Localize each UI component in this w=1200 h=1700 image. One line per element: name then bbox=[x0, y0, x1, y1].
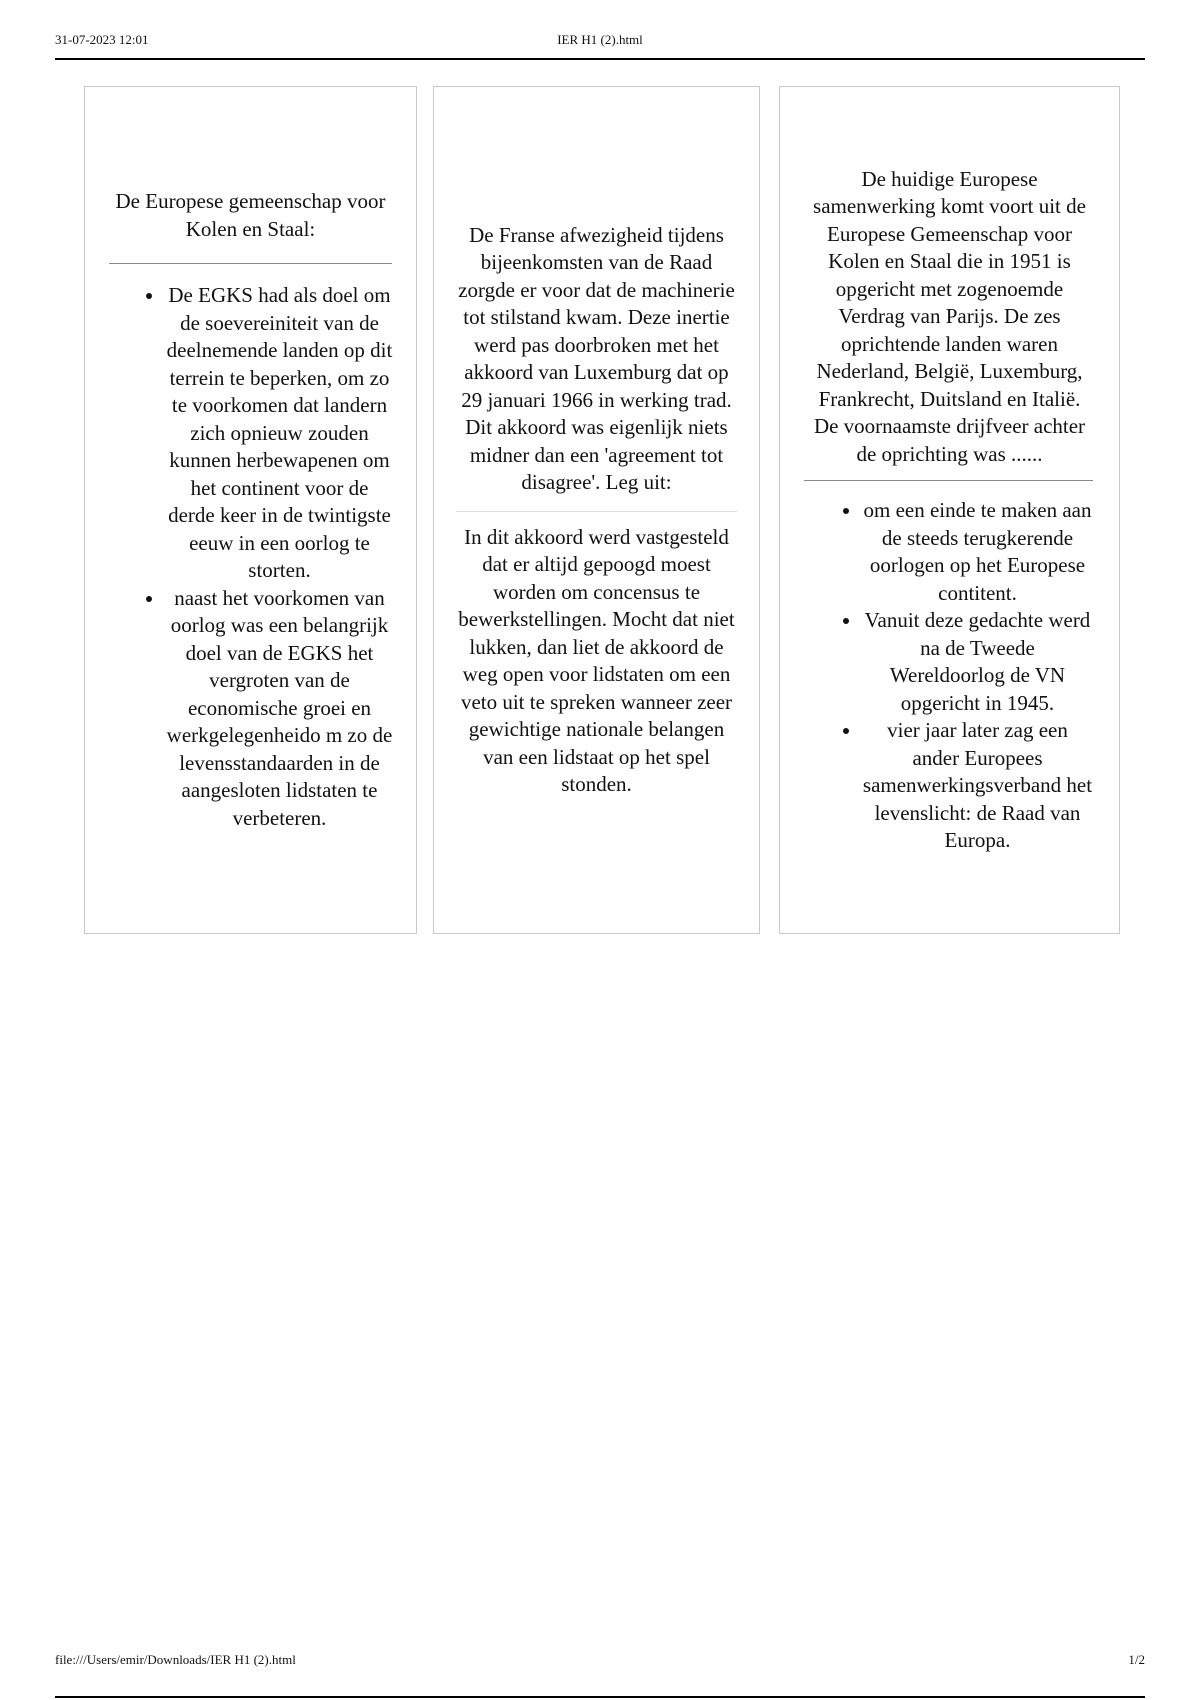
file-path: file:///Users/emir/Downloads/IER H1 (2).html bbox=[55, 1652, 296, 1667]
print-date: 31-07-2023 12:01 bbox=[55, 32, 149, 47]
card-back-list bbox=[780, 497, 1119, 855]
card-divider bbox=[109, 263, 392, 264]
card-divider bbox=[804, 480, 1093, 481]
list-item: • om een einde te maken aan de steeds terugkerende oorlogen op het Europese contitent. bbox=[862, 497, 1093, 607]
print-header bbox=[55, 30, 1145, 60]
flashcard-egks[interactable] bbox=[84, 86, 417, 934]
card-divider bbox=[456, 511, 737, 512]
print-title: IER H1 (2).html bbox=[557, 32, 643, 47]
list-item: • naast het voorkomen van oorlog was een belangrijk doel van de EGKS het vergroten van de economische groei en werkgelegenheido m zo de levensstandaarden in de aangesloten lidstaten te verbeteren. bbox=[165, 585, 394, 833]
print-footer bbox=[55, 1652, 1145, 1698]
list-item: • Vanuit deze gedachte werd na de Tweede Wereldoorlog de VN opgericht in 1945. bbox=[862, 607, 1093, 717]
card-front-text: De huidige Europese samenwerking komt voort uit de Europese Gemeenschap voor Kolen en Staal die in 1951 is opgericht met zogenoemde Verdrag van Parijs. De zes oprichtende landen waren Nederland, België, Luxemburg, Frankrecht, Duitsland en Italië. De voornaamste drijfveer achter de oprichting was ...... bbox=[813, 166, 1086, 466]
card-back-list bbox=[85, 282, 416, 832]
flashcard-akkoord-luxemburg[interactable] bbox=[433, 86, 760, 934]
list-item: • vier jaar later zag een ander Europees samenwerkingsverband het levenslicht: de Raad van Europa. bbox=[862, 717, 1093, 855]
card-front-text: De Europese gemeenschap voor Kolen en Staal: bbox=[115, 189, 386, 241]
list-item: • De EGKS had als doel om de soevereiniteit van de deelnemende landen op dit terrein te beperken, om zo te voorkomen dat landern zich opnieuw zouden kunnen herbewapenen om het continent voor de derde keer in de twintigste eeuw in een oorlog te storten. bbox=[165, 282, 394, 585]
flashcard-europese-samenwerking[interactable] bbox=[779, 86, 1120, 934]
card-back-text: In dit akkoord werd vastgesteld dat er altijd gepoogd moest worden om concensus te bewerkstellingen. Mocht dat niet lukken, dan liet de akkoord de weg open voor lidstaten om een veto uit te spreken wanneer zeer gewichtige nationale belangen van een lidstaat op het spel stonden. bbox=[458, 524, 735, 796]
page-number: 1/2 bbox=[1128, 1652, 1145, 1667]
card-front-text: De Franse afwezigheid tijdens bijeenkomsten van de Raad zorgde er voor dat de machinerie tot stilstand kwam. Deze inertie werd pas doorbroken met het akkoord van Luxemburg dat op 29 januari 1966 in werking trad. Dit akkoord was eigenlijk niets midner dan een 'agreement tot disagree'. Leg uit: bbox=[458, 222, 735, 494]
